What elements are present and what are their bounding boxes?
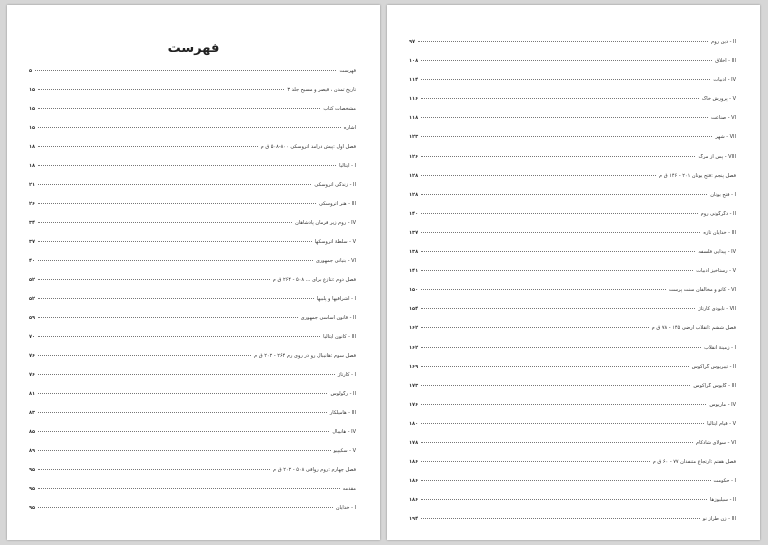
toc-page-number: ۱۷۶	[409, 401, 419, 408]
toc-page-number: ۱۵۴	[409, 306, 419, 313]
toc-page-number: ۱۸۶	[409, 459, 419, 466]
toc-entry-title: VI - کاتو و مخالفان سنت پرست	[668, 287, 736, 294]
toc-entry[interactable]	[29, 353, 356, 372]
toc-page-number: ۱۸۰	[409, 420, 419, 427]
toc-entry-title: اشاره	[343, 125, 356, 131]
toc-entry-title: III - زن طراز نو	[702, 516, 736, 523]
toc-entry-title: II - رگولوس	[330, 391, 356, 397]
toc-entry[interactable]	[409, 459, 736, 478]
toc-entry[interactable]	[409, 39, 736, 58]
toc-page-number: ۷۰	[29, 334, 36, 340]
toc-page-number: ۸۳	[29, 410, 36, 416]
toc-entry[interactable]	[409, 230, 736, 249]
toc-entry[interactable]	[29, 391, 356, 410]
toc-entry-title: III - خدایان تازه	[703, 229, 736, 236]
toc-entry-title: فصل دوم :تنازع برای ... ۵۰۸ - ۲۶۴ ق م	[272, 277, 356, 283]
toc-entry-title: فصل ششم :انقلاب ارضی ۱۴۵ - ۷۸ ق م	[651, 325, 736, 332]
toc-entry-title: V - رستاخیز ادبیات	[696, 268, 736, 275]
toc-entry-title: V - سکیپیو	[333, 448, 356, 454]
dot-leader	[421, 60, 712, 61]
toc-page-number: ۵۲	[29, 296, 36, 302]
toc-entry-title: VI - بنیانی جمهوری	[315, 258, 356, 264]
dot-leader	[421, 480, 710, 481]
dot-leader	[38, 469, 270, 470]
toc-page-number: ۱۸	[29, 144, 36, 150]
dot-leader	[421, 232, 700, 233]
toc-page-number: ۱۵	[29, 125, 36, 131]
left-page	[7, 5, 380, 540]
toc-entry[interactable]	[29, 87, 356, 106]
toc-entry-title: IV - پیدایی فلسفه	[698, 249, 736, 256]
dot-leader	[38, 279, 270, 280]
dot-leader	[38, 298, 313, 299]
dot-leader	[421, 385, 690, 386]
toc-entry[interactable]	[29, 277, 356, 296]
toc-entry-title: فصل چهارم :روم رواقی ۵۰۸ - ۲۰۲ ق م	[273, 467, 356, 473]
toc-entry-title: مقدمه	[342, 486, 356, 492]
dot-leader	[421, 251, 695, 252]
dot-leader	[38, 431, 329, 432]
toc-entry-title: فصل اول :پیش درآمد اتروسکی ۸۰۰-۵۰۸ ق م	[260, 144, 356, 150]
toc-page-number: ۱۷۳	[409, 382, 419, 389]
toc-entry-title: IV - هانیبال	[332, 429, 356, 435]
toc-page-number: ۲۶	[29, 201, 36, 207]
toc-page-number: ۵۹	[29, 315, 36, 321]
dot-leader	[421, 518, 700, 519]
dot-leader	[38, 260, 313, 261]
dot-leader	[421, 270, 693, 271]
toc-page-number: ۳۴	[29, 220, 36, 226]
dot-leader	[38, 412, 327, 413]
toc-page-number: ۱۹۴	[409, 516, 419, 523]
toc-entry[interactable]	[409, 325, 736, 344]
toc-page-number: ۱۶۹	[409, 363, 419, 370]
toc-entry[interactable]	[29, 201, 356, 220]
dot-leader	[38, 393, 327, 394]
toc-entry[interactable]	[409, 440, 736, 459]
toc-page-number: ۱۲۳	[409, 134, 419, 141]
toc-entry-title: I - خدایان	[335, 505, 356, 511]
toc-entry[interactable]	[29, 296, 356, 315]
toc-entry-title: I - فتح یونان	[710, 191, 736, 198]
dot-leader	[38, 222, 292, 223]
toc-entry-title: فصل هفتم :ارتجاع متنفذان ۷۷ - ۶۰ ق م	[652, 459, 736, 466]
toc-entry[interactable]	[29, 429, 356, 448]
toc-entry[interactable]	[409, 421, 736, 440]
toc-entry-title: V - قیام ایتالیا	[707, 420, 736, 427]
toc-entry[interactable]	[29, 372, 356, 391]
toc-entry-title: II - دگرگونی روم	[700, 210, 736, 217]
toc-entry[interactable]	[409, 383, 736, 402]
dot-leader	[421, 175, 656, 176]
dot-leader	[421, 289, 666, 290]
toc-entry[interactable]	[409, 516, 736, 535]
toc-entry-title: VII - نابودی کارتاژ	[698, 306, 736, 313]
toc-entry-title: II - قانون اساسی جمهوری	[300, 315, 356, 321]
toc-entry-title: V - پرورش خاک	[701, 96, 736, 103]
toc-entry-title: III - گایوس گراکوس	[693, 382, 736, 389]
toc-page-number: ۱۱۸	[409, 115, 419, 122]
toc-entry[interactable]	[409, 58, 736, 77]
toc-entry-title: فهرست	[339, 68, 356, 74]
dot-leader	[421, 442, 693, 443]
toc-page-number: ۹۷	[409, 39, 416, 45]
dot-leader	[35, 70, 336, 71]
toc-entry-title: III - کانون ایتالیا	[323, 334, 356, 340]
toc-list-left	[29, 68, 356, 524]
toc-page-number: ۷۶	[29, 353, 36, 359]
toc-page-number: ۱۸۶	[409, 497, 419, 504]
dot-leader	[421, 194, 707, 195]
toc-page-number: ۱۴۰	[409, 210, 419, 217]
toc-page-number: ۱۲۸	[409, 172, 419, 179]
dot-leader	[421, 347, 701, 348]
dot-leader	[38, 450, 330, 451]
toc-entry-title: فصل پنجم :فتح یونان ۲۰۱ - ۱۴۶ ق م	[659, 172, 736, 179]
dot-leader	[421, 136, 712, 137]
toc-entry[interactable]	[409, 154, 736, 173]
toc-entry-title: II - دین روم	[711, 39, 736, 45]
toc-page-number: ۱۵	[29, 87, 36, 93]
toc-page-number: ۱۶۲	[409, 325, 419, 332]
toc-entry[interactable]	[29, 220, 356, 239]
toc-entry-title: VII - شهر	[715, 134, 736, 141]
toc-page-number: ۱۸	[29, 163, 36, 169]
dot-leader	[38, 488, 340, 489]
dot-leader	[38, 241, 312, 242]
toc-page-number: ۵۲	[29, 277, 36, 283]
dot-leader	[38, 127, 341, 128]
toc-page-number: ۱۶۲	[409, 344, 419, 351]
toc-page-number: ۱۸۶	[409, 478, 419, 485]
toc-entry[interactable]	[409, 211, 736, 230]
toc-entry[interactable]	[29, 315, 356, 334]
toc-entry-title: IV - ادبیات	[713, 77, 736, 84]
toc-page-number: ۱۵۰	[409, 287, 419, 294]
toc-page-number: ۱۱۴	[409, 77, 419, 84]
toc-page-number: ۲۱	[29, 182, 36, 188]
toc-page-number: ۱۵	[29, 106, 36, 112]
dot-leader	[421, 366, 688, 367]
toc-page-number: ۸۹	[29, 448, 36, 454]
toc-entry[interactable]	[409, 402, 736, 421]
dot-leader	[421, 117, 708, 118]
dot-leader	[38, 355, 251, 356]
toc-entry-title: III - اخلاق	[715, 58, 736, 65]
toc-entry-title: I - کارتاژ	[337, 372, 356, 378]
dot-leader	[38, 108, 320, 109]
toc-entry-title: I - ایتالیا	[339, 163, 356, 169]
toc-page-number: ۱۳۷	[409, 229, 419, 236]
toc-entry-title: VI - صناعت	[710, 115, 736, 122]
toc-entry[interactable]	[29, 125, 356, 144]
toc-entry-title: VI - سولای شادکام	[696, 439, 736, 446]
toc-page-number: ۹۵	[29, 505, 36, 511]
toc-entry[interactable]	[29, 68, 356, 87]
toc-entry[interactable]	[29, 106, 356, 125]
toc-page-number: ۴۰	[29, 258, 36, 264]
toc-entry[interactable]	[409, 77, 736, 96]
toc-entry-title: III - هنر اتروسکی	[319, 201, 356, 207]
dot-leader	[38, 184, 311, 185]
toc-entry-title: II - سیلیوزها	[710, 497, 736, 504]
toc-entry-title: I - زمینهٔ انقلاب	[704, 344, 736, 351]
toc-page-number: ۸۵	[29, 429, 36, 435]
toc-page-number: ۱۰۸	[409, 58, 419, 65]
toc-page-number: ۹۵	[29, 467, 36, 473]
toc-list-right	[409, 39, 736, 535]
toc-entry[interactable]	[29, 239, 356, 258]
dot-leader	[38, 336, 320, 337]
toc-entry-title: II - زندگی اتروسکی	[314, 182, 356, 188]
toc-entry[interactable]	[409, 268, 736, 287]
toc-entry[interactable]	[29, 144, 356, 163]
toc-entry-title: II - تیبریوس گراکوس	[691, 363, 736, 370]
toc-page-number: ۱۱۶	[409, 96, 419, 103]
dot-leader	[421, 423, 704, 424]
toc-entry-title: VIII - پس از مرگ	[698, 153, 736, 160]
toc-entry-title: تاریخ تمدن ، قیصر و مسیح جلد ۳	[287, 87, 356, 93]
toc-entry[interactable]	[29, 163, 356, 182]
dot-leader	[421, 404, 706, 405]
toc-entry[interactable]	[409, 96, 736, 115]
dot-leader	[421, 308, 695, 309]
dot-leader	[421, 98, 699, 99]
toc-entry[interactable]	[409, 287, 736, 306]
toc-entry[interactable]	[29, 182, 356, 201]
dot-leader	[38, 146, 258, 147]
toc-entry[interactable]	[409, 345, 736, 364]
toc-entry[interactable]	[409, 192, 736, 211]
toc-entry[interactable]	[409, 478, 736, 497]
toc-entry[interactable]	[29, 410, 356, 429]
dot-leader	[421, 156, 695, 157]
toc-entry[interactable]	[409, 306, 736, 325]
toc-page-number: ۹۵	[29, 486, 36, 492]
toc-entry[interactable]	[29, 505, 356, 524]
toc-entry-title: IV - روم زیر فرمان پادشاهان	[295, 220, 356, 226]
dot-leader	[421, 461, 650, 462]
toc-entry[interactable]	[409, 115, 736, 134]
toc-page-number: ۱۲۸	[409, 191, 419, 198]
toc-entry[interactable]	[409, 173, 736, 192]
dot-leader	[421, 79, 710, 80]
toc-page-number: ۵	[29, 68, 33, 74]
toc-entry-title: I - حکومت	[713, 478, 736, 485]
toc-entry-title: I - اشرافیها و پلبیها	[316, 296, 356, 302]
toc-entry-title: V - سلطهٔ اتروسکها	[314, 239, 356, 245]
toc-entry[interactable]	[29, 334, 356, 353]
toc-entry[interactable]	[409, 249, 736, 268]
toc-entry[interactable]	[409, 134, 736, 153]
toc-entry[interactable]	[29, 258, 356, 277]
toc-page-number: ۱۳۸	[409, 249, 419, 256]
toc-entry[interactable]	[29, 448, 356, 467]
toc-page-number: ۱۷۸	[409, 439, 419, 446]
dot-leader	[421, 499, 707, 500]
toc-entry-title: مشخصات کتاب	[323, 106, 356, 112]
toc-entry[interactable]	[409, 497, 736, 516]
toc-entry[interactable]	[409, 364, 736, 383]
toc-page-number: ۱۲۶	[409, 153, 419, 160]
dot-leader	[38, 89, 284, 90]
toc-page-number: ۸۱	[29, 391, 36, 397]
toc-entry-title: III - هامیلکار	[329, 410, 356, 416]
dot-leader	[38, 165, 336, 166]
dot-leader	[38, 203, 316, 204]
toc-page-number: ۳۷	[29, 239, 36, 245]
toc-page-number: ۱۴۱	[409, 268, 419, 275]
dot-leader	[38, 507, 333, 508]
dot-leader	[38, 317, 298, 318]
toc-entry[interactable]	[29, 467, 356, 486]
dot-leader	[418, 41, 708, 42]
page-title: فهرست	[167, 41, 220, 56]
toc-entry-title: فصل سوم :هانیبال رو در روی رم ۲۶۴ - ۲۰۲ ق م	[254, 353, 356, 359]
right-page	[387, 5, 760, 540]
dot-leader	[38, 374, 335, 375]
dot-leader	[421, 213, 698, 214]
toc-entry[interactable]	[29, 486, 356, 505]
toc-page-number: ۷۶	[29, 372, 36, 378]
toc-entry-title: IV - ماریوس	[709, 401, 736, 408]
dot-leader	[421, 327, 649, 328]
